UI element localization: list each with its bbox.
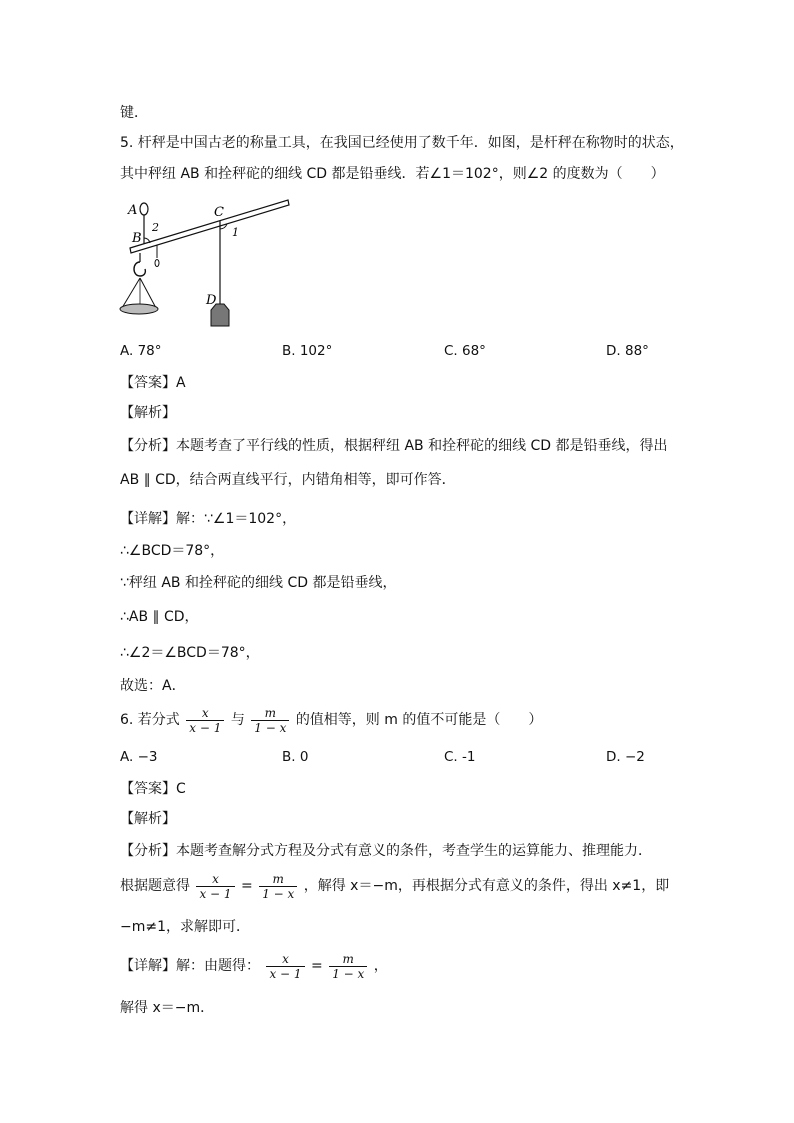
fraction-denominator: 1 − x: [329, 966, 367, 981]
fraction-denominator: x − 1: [196, 886, 234, 901]
q5-answer: 【答案】A: [120, 375, 186, 391]
fraction-x-over-x-minus-1: [266, 952, 304, 981]
pan-string-left: [122, 278, 140, 308]
fraction-numerator: m: [264, 705, 276, 720]
q5-stem-line1: 5. 杆秤是中国古老的称量工具，在我国已经使用了数千年．如图，是杆秤在称物时的状态，: [120, 135, 684, 151]
fraction-numerator: m: [272, 871, 284, 886]
label-a: A: [128, 203, 138, 218]
equals-sign: =: [311, 958, 323, 974]
fraction-x-over-x-minus-1: [196, 872, 234, 901]
label-b: B: [132, 231, 142, 246]
fraction-denominator: x − 1: [266, 966, 304, 981]
q6-option-d: D. −2: [606, 749, 645, 765]
q6-answer: 【答案】C: [120, 781, 186, 797]
fraction-numerator: x: [212, 871, 219, 886]
q5-detail-line1: 【详解】解：∵∠1＝102°，: [120, 511, 297, 527]
steelyard-figure: [112, 196, 297, 332]
q5-analysis-line1: 【分析】本题考查了平行线的性质，根据秤纽 AB 和拴秤砣的细线 CD 都是铅垂线，得出: [120, 438, 668, 454]
fraction-numerator: x: [201, 705, 209, 720]
q6-detail: [120, 950, 388, 982]
label-2: 2: [152, 221, 159, 234]
q5-analysis-line2: AB ∥ CD，结合两直线平行，内错角相等，即可作答．: [120, 472, 456, 488]
q6-solve: 解得 x＝−m．: [120, 1000, 215, 1016]
q6-option-a: A. −3: [120, 749, 158, 765]
fraction-denominator: 1 − x: [251, 720, 289, 735]
fraction-m-over-1-minus-x: [251, 706, 289, 735]
fraction-numerator: x: [282, 951, 289, 966]
fraction-denominator: x − 1: [186, 720, 224, 735]
q6-detail-suffix: ，: [373, 958, 388, 974]
q6-stem-suffix: 的值相等，则 m 的值不可能是（ ）: [295, 712, 543, 728]
q6-paragraph-line1: [120, 870, 669, 902]
q6-stem: [120, 704, 542, 736]
fraction-numerator: m: [342, 951, 354, 966]
q6-paragraph-line2: −m≠1，求解即可．: [120, 919, 251, 935]
label-1: 1: [232, 226, 239, 239]
q5-option-d: D. 88°: [606, 343, 649, 359]
fraction-denominator: 1 − x: [259, 886, 297, 901]
q5-option-b: B. 102°: [282, 343, 333, 359]
q6-detail-prefix: 【详解】解：由题得：: [120, 958, 260, 974]
fraction-m-over-1-minus-x: [259, 872, 297, 901]
q6-para-prefix: 根据题意得: [120, 878, 190, 894]
q5-detail-line2: ∴∠BCD＝78°，: [120, 543, 225, 559]
q5-option-a: A. 78°: [120, 343, 162, 359]
ring-a: [140, 203, 148, 215]
q5-stem-line2: 其中秤纽 AB 和拴秤砣的细线 CD 都是铅垂线．若∠1＝102°，则∠2 的度数为（ ）: [120, 166, 665, 182]
q5-option-c: C. 68°: [444, 343, 486, 359]
tag-0: [155, 260, 159, 267]
q6-stem-prefix: 6. 若分式: [120, 712, 180, 728]
pan: [120, 304, 158, 314]
q6-option-c: C. -1: [444, 749, 476, 765]
q6-jiexi-heading: 【解析】: [120, 811, 176, 827]
fraction-x-over-x-minus-1: [186, 706, 224, 735]
fraction-m-over-1-minus-x: [329, 952, 367, 981]
pan-string-right: [140, 278, 156, 308]
q6-option-b: B. 0: [282, 749, 309, 765]
q6-stem-mid: 与: [230, 712, 245, 728]
q5-jiexi-heading: 【解析】: [120, 405, 176, 421]
q6-para-suffix: ，解得 x＝−m，再根据分式有意义的条件，得出 x≠1，即: [303, 878, 670, 894]
label-c: C: [214, 205, 224, 220]
hook: [134, 262, 145, 276]
q5-choose: 故选：A．: [120, 678, 186, 694]
prev-question-end: 键．: [120, 105, 148, 121]
label-d: D: [206, 293, 217, 308]
q6-analysis: 【分析】本题考查解分式方程及分式有意义的条件，考查学生的运算能力、推理能力．: [120, 843, 652, 859]
q5-detail-line5: ∴∠2＝∠BCD＝78°，: [120, 645, 260, 661]
q5-detail-line4: ∴AB ∥ CD，: [120, 609, 199, 625]
equals-sign: =: [241, 878, 253, 894]
q5-detail-line3: ∵秤纽 AB 和拴秤砣的细线 CD 都是铅垂线，: [120, 575, 397, 591]
